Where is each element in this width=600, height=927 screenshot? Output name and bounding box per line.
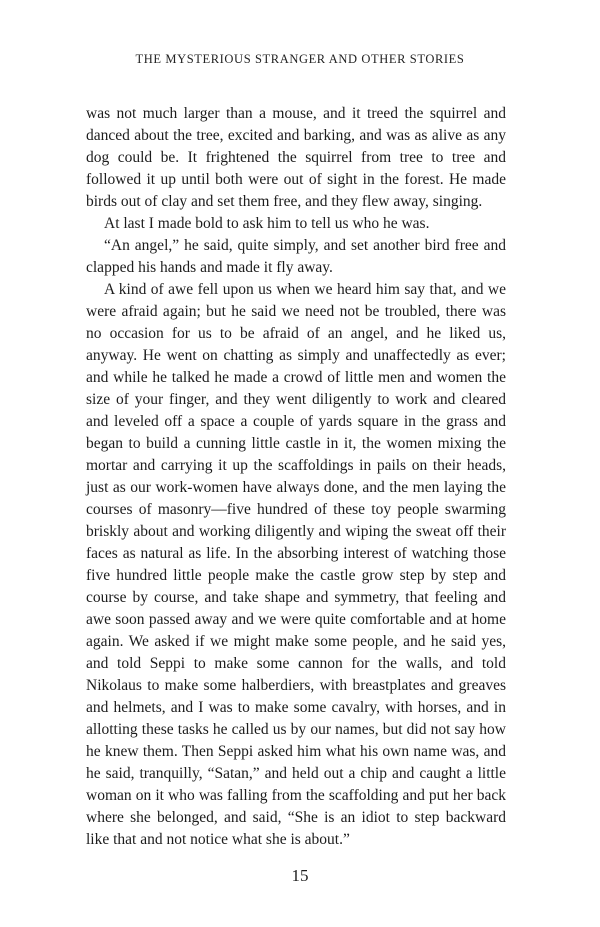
paragraph: “An angel,” he said, quite simply, and set another bird free and clapped his hands and made it fly away. xyxy=(86,237,506,276)
page-number: 15 xyxy=(291,866,309,885)
paragraph: A kind of awe fell upon us when we heard him say that, and we were afraid again; but he said we need not be troubled, there was no occasion for us to be afraid of an angel, and he liked us, anyway. He went on chatting as simply and unaffectedly as ever; and while he talked he made a crowd of little men and women the size of your finger, and they went diligently to work and cleared and leveled off a space a couple of yards square in the grass and began to build a cunning little castle in it, the women mixing the mortar and carrying it up the scaffoldings in pails on their heads, just as our work-women have always done, and the men laying the courses of masonry—five hundred of these toy people swarming briskly about and working diligently and wiping the sweat off their faces as natural as life. In the absorbing interest of watching those five hundred little people make the castle grow step by step and course by course, and take shape and symmetry, that feeling and awe soon passed away and we were quite comfortable and at home again. We asked if we might make some people, and he said yes, and told Seppi to make some cannon for the walls, and told Nikolaus to make some halberdiers, with breastplates and greaves and helmets, and I was to make some cavalry, with horses, and in allotting these tasks he called us by our names, but did not say how he knew them. Then Seppi asked him what his own name was, and he said, tranquilly, “Satan,” and held out a chip and caught a little woman on it who was falling from the scaffolding and put her back where she belonged, and said, “She is an idiot to step backward like that and not notice what she is about.” xyxy=(86,281,506,848)
running-head-title: THE MYSTERIOUS STRANGER AND OTHER STORIES xyxy=(135,52,465,66)
paragraph-continued: was not much larger than a mouse, and it treed the squirrel and danced about the tree, excited and barking, and was as alive as any dog could be. It frightened the squirrel from tree to tree and followed it up until both were out of sight in the forest. He made birds out of clay and set them free, and they flew away, singing. xyxy=(86,105,506,210)
paragraph: At last I made bold to ask him to tell us who he was. xyxy=(104,215,430,232)
body-text xyxy=(86,103,506,851)
